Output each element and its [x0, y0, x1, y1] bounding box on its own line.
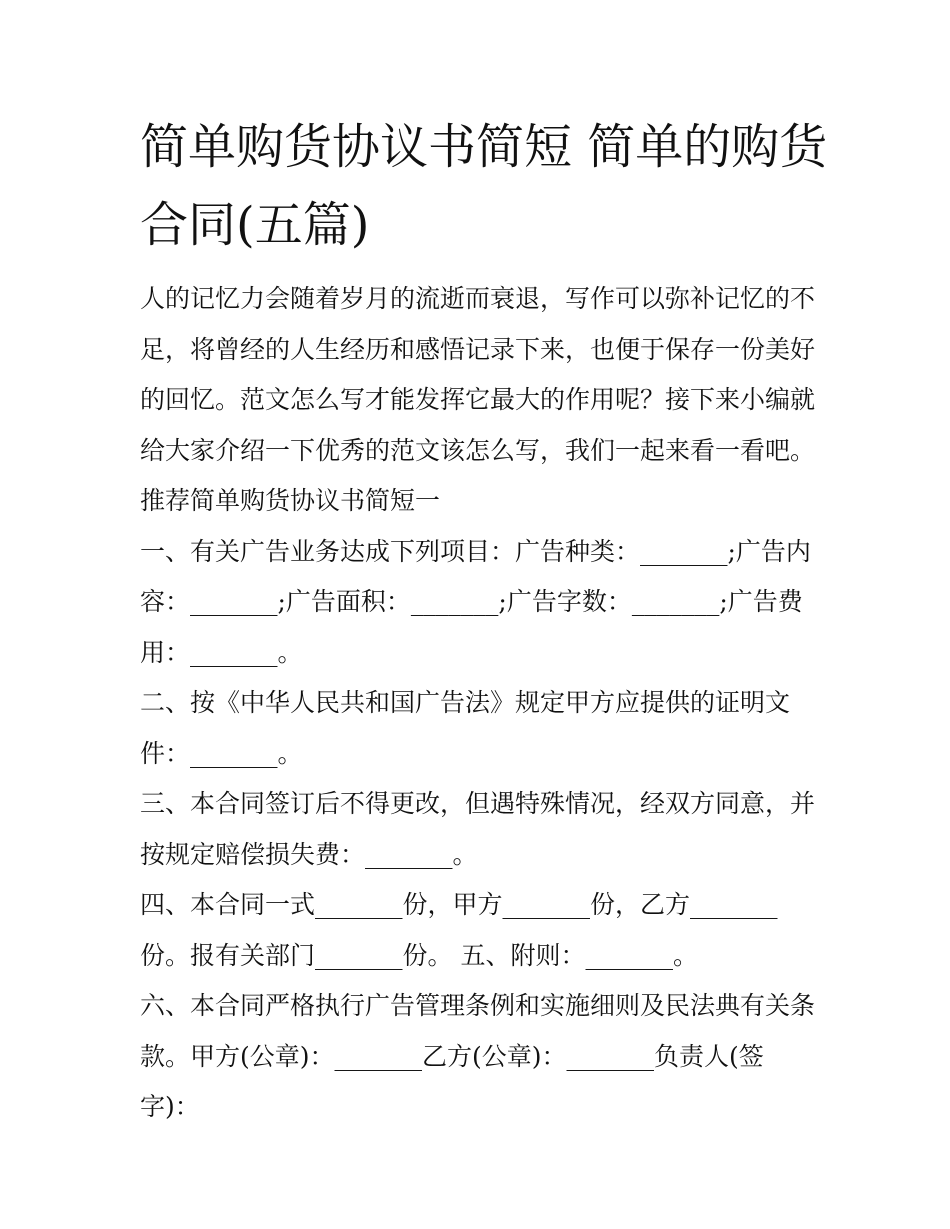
clause-1: 一、有关广告业务达成下列项目：广告种类：_______;广告内容：_______;广告面积：_______;广告字数：_______;广告费用：_______。 — [140, 536, 811, 667]
clause-6: 六、本合同严格执行广告管理条例和实施细则及民法典有关条款。甲方(公章)：_______乙方(公章)：_______负责人(签字)： — [140, 991, 816, 1121]
section-heading: 推荐简单购货协议书简短一 — [140, 486, 441, 515]
clause-3: 三、本合同签订后不得更改，但遇特殊情况，经双方同意，并按规定赔偿损失费：_______。 — [140, 789, 816, 869]
document-title: 简单购货协议书简短 简单的购货合同(五篇) — [140, 119, 828, 253]
document-body — [140, 274, 816, 1133]
clause-4: 四、本合同一式_______份，甲方_______份，乙方_______份。报有关部门_______份。 五、附则：_______。 — [140, 890, 778, 970]
intro-paragraph: 人的记忆力会随着岁月的流逝而衰退，写作可以弥补记忆的不足，将曾经的人生经历和感悟记录下来，也便于保存一份美好的回忆。范文怎么写才能发挥它最大的作用呢？接下来小编就给大家介绍一下优秀的范文该怎么写，我们一起来看一看吧。 — [140, 284, 816, 465]
clause-2: 二、按《中华人民共和国广告法》规定甲方应提供的证明文件：_______。 — [140, 688, 791, 768]
